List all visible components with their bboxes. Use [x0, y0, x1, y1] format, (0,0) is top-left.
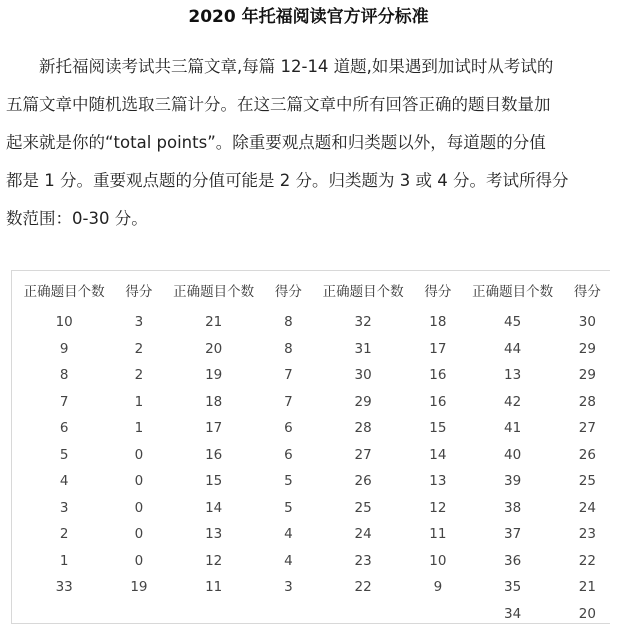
correct-count-cell: 45: [460, 309, 564, 336]
correct-count-cell: 3: [12, 495, 116, 522]
correct-count-cell: 26: [311, 468, 415, 495]
score-cell: 9: [415, 574, 460, 601]
score-cell: 4: [266, 521, 311, 548]
score-cell: 6: [266, 415, 311, 442]
header-correct-count: 正确题目个数: [12, 271, 116, 309]
correct-count-cell: 41: [460, 415, 564, 442]
correct-count-cell: 19: [161, 362, 265, 389]
correct-count-cell: 4: [12, 468, 116, 495]
header-correct-count: 正确题目个数: [460, 271, 564, 309]
paragraph-line: 起来就是你的“total points”。除重要观点题和归类题以外，每道题的分值: [6, 124, 612, 162]
table-row: [12, 309, 610, 336]
correct-count-cell: 25: [311, 495, 415, 522]
table-header-row: [12, 271, 610, 309]
score-cell: 8: [266, 309, 311, 336]
correct-count-cell: [311, 601, 415, 627]
paragraph-line: 都是 1 分。重要观点题的分值可能是 2 分。归类题为 3 或 4 分。考试所得分: [6, 162, 612, 200]
score-cell: 24: [565, 495, 610, 522]
table-row: [12, 442, 610, 469]
score-cell: 0: [116, 521, 161, 548]
score-cell: 1: [116, 415, 161, 442]
score-cell: 30: [565, 309, 610, 336]
score-cell: 3: [266, 574, 311, 601]
score-cell: [266, 601, 311, 627]
header-correct-count: 正确题目个数: [311, 271, 415, 309]
correct-count-cell: 2: [12, 521, 116, 548]
correct-count-cell: 28: [311, 415, 415, 442]
table-row: [12, 548, 610, 575]
score-cell: 21: [565, 574, 610, 601]
correct-count-cell: 39: [460, 468, 564, 495]
correct-count-cell: 24: [311, 521, 415, 548]
correct-count-cell: 34: [460, 601, 564, 627]
score-cell: 29: [565, 362, 610, 389]
correct-count-cell: 31: [311, 336, 415, 363]
correct-count-cell: 9: [12, 336, 116, 363]
correct-count-cell: 44: [460, 336, 564, 363]
score-cell: 27: [565, 415, 610, 442]
correct-count-cell: 29: [311, 389, 415, 416]
correct-count-cell: 18: [161, 389, 265, 416]
table-body: [12, 309, 610, 627]
correct-count-cell: 6: [12, 415, 116, 442]
correct-count-cell: 27: [311, 442, 415, 469]
table-row: [12, 389, 610, 416]
correct-count-cell: 5: [12, 442, 116, 469]
correct-count-cell: 14: [161, 495, 265, 522]
correct-count-cell: 17: [161, 415, 265, 442]
correct-count-cell: 38: [460, 495, 564, 522]
correct-count-cell: 37: [460, 521, 564, 548]
correct-count-cell: 32: [311, 309, 415, 336]
page-title: 2020 年托福阅读官方评分标准: [0, 6, 617, 28]
score-cell: [116, 601, 161, 627]
table-row: [12, 574, 610, 601]
score-cell: 5: [266, 495, 311, 522]
correct-count-cell: 1: [12, 548, 116, 575]
score-cell: 12: [415, 495, 460, 522]
correct-count-cell: 13: [460, 362, 564, 389]
score-cell: 5: [266, 468, 311, 495]
score-cell: 15: [415, 415, 460, 442]
header-score: 得分: [116, 271, 161, 309]
table-row: [12, 468, 610, 495]
score-cell: 22: [565, 548, 610, 575]
score-cell: [415, 601, 460, 627]
score-cell: 6: [266, 442, 311, 469]
score-cell: 13: [415, 468, 460, 495]
header-score: 得分: [415, 271, 460, 309]
correct-count-cell: 21: [161, 309, 265, 336]
correct-count-cell: [12, 601, 116, 627]
table-row: [12, 601, 610, 627]
score-cell: 14: [415, 442, 460, 469]
score-cell: 25: [565, 468, 610, 495]
score-cell: 17: [415, 336, 460, 363]
correct-count-cell: 33: [12, 574, 116, 601]
correct-count-cell: [161, 601, 265, 627]
score-cell: 26: [565, 442, 610, 469]
score-cell: 0: [116, 442, 161, 469]
correct-count-cell: 30: [311, 362, 415, 389]
correct-count-cell: 35: [460, 574, 564, 601]
score-cell: 4: [266, 548, 311, 575]
correct-count-cell: 13: [161, 521, 265, 548]
correct-count-cell: 10: [12, 309, 116, 336]
score-cell: 2: [116, 336, 161, 363]
score-conversion-table: [12, 271, 610, 627]
score-cell: 7: [266, 362, 311, 389]
correct-count-cell: 12: [161, 548, 265, 575]
correct-count-cell: 42: [460, 389, 564, 416]
score-cell: 8: [266, 336, 311, 363]
score-cell: 16: [415, 389, 460, 416]
paragraph-line: 五篇文章中随机选取三篇计分。在这三篇文章中所有回答正确的题目数量加: [6, 86, 612, 124]
score-cell: 3: [116, 309, 161, 336]
correct-count-cell: 22: [311, 574, 415, 601]
score-cell: 19: [116, 574, 161, 601]
score-cell: 10: [415, 548, 460, 575]
score-cell: 28: [565, 389, 610, 416]
score-cell: 0: [116, 468, 161, 495]
score-cell: 0: [116, 548, 161, 575]
header-correct-count: 正确题目个数: [161, 271, 265, 309]
table-row: [12, 415, 610, 442]
score-cell: 20: [565, 601, 610, 627]
table-row: [12, 521, 610, 548]
correct-count-cell: 11: [161, 574, 265, 601]
header-score: 得分: [266, 271, 311, 309]
score-cell: 18: [415, 309, 460, 336]
correct-count-cell: 15: [161, 468, 265, 495]
correct-count-cell: 7: [12, 389, 116, 416]
score-cell: 16: [415, 362, 460, 389]
correct-count-cell: 40: [460, 442, 564, 469]
table-row: [12, 495, 610, 522]
correct-count-cell: 8: [12, 362, 116, 389]
score-cell: 2: [116, 362, 161, 389]
score-cell: 11: [415, 521, 460, 548]
correct-count-cell: 20: [161, 336, 265, 363]
paragraph-line: 数范围：0-30 分。: [6, 200, 612, 238]
header-score: 得分: [565, 271, 610, 309]
correct-count-cell: 36: [460, 548, 564, 575]
score-cell: 23: [565, 521, 610, 548]
score-cell: 7: [266, 389, 311, 416]
score-cell: 1: [116, 389, 161, 416]
score-cell: 29: [565, 336, 610, 363]
score-table-container: [11, 270, 610, 624]
table-row: [12, 336, 610, 363]
correct-count-cell: 23: [311, 548, 415, 575]
intro-paragraph: [6, 48, 612, 238]
table-row: [12, 362, 610, 389]
paragraph-line: 新托福阅读考试共三篇文章,每篇 12-14 道题,如果遇到加试时从考试的: [6, 48, 612, 86]
correct-count-cell: 16: [161, 442, 265, 469]
score-cell: 0: [116, 495, 161, 522]
